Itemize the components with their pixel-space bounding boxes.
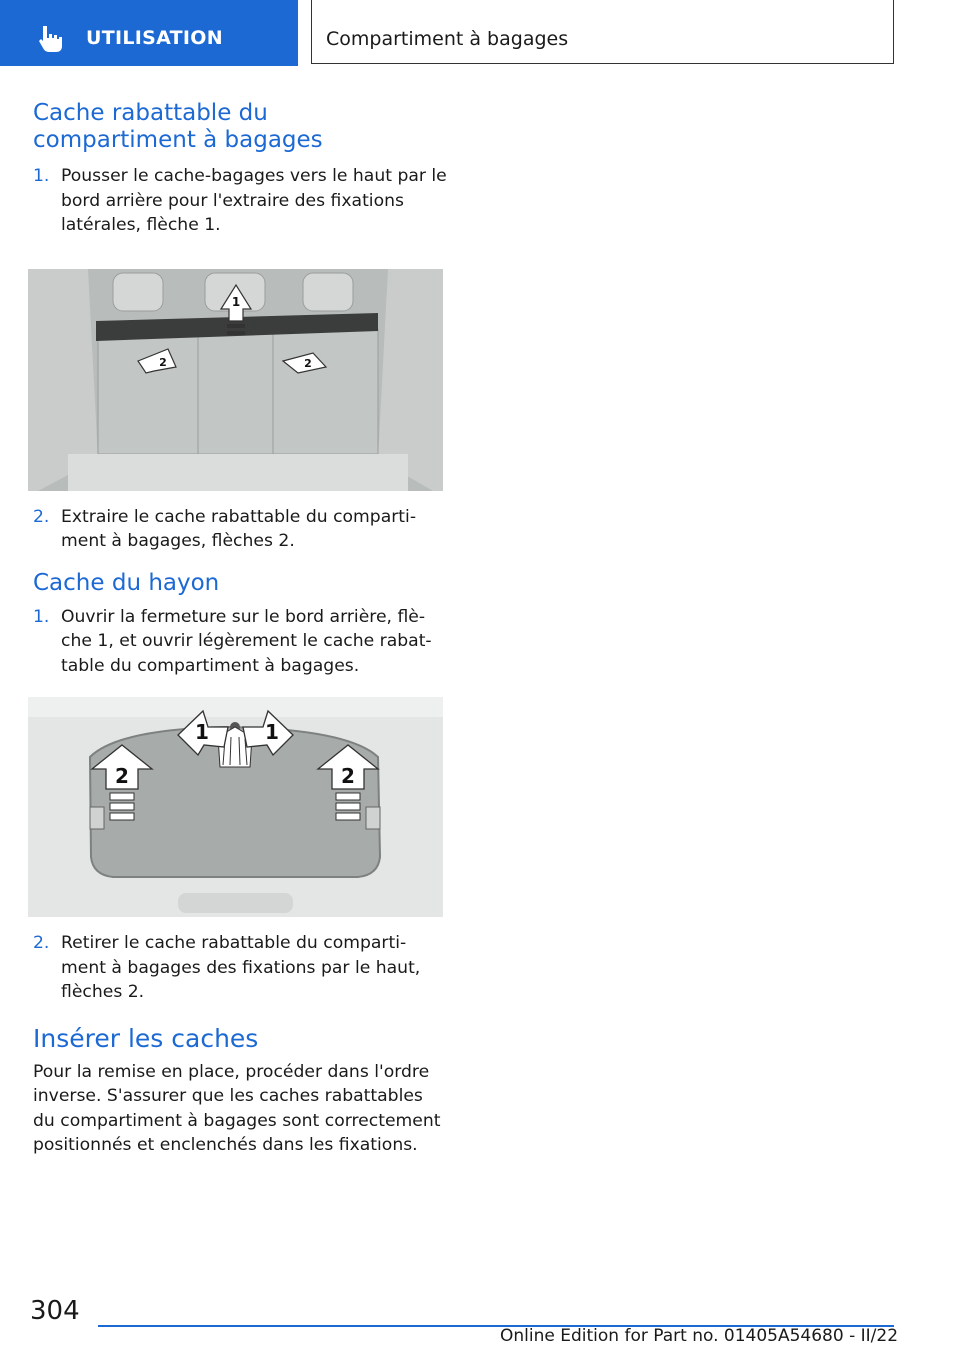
list-item — [33, 164, 448, 238]
arrow-label: 1 — [265, 720, 279, 744]
step-text: Retirer le cache rabattable du comparti‐ment à bagages des fixations par le haut, flèches 2. — [61, 933, 421, 1002]
step-number: 2. — [33, 506, 50, 527]
arrow-label: 1 — [231, 294, 241, 309]
figure-trunk-cover — [28, 269, 443, 491]
section-heading: Cache rabattable du compartiment à bagages — [33, 100, 323, 153]
step-list — [33, 931, 448, 1005]
figure-tailgate-cover — [28, 697, 443, 917]
step-text: Extraire le cache rabattable du comparti‐ment à bagages, flèches 2. — [61, 506, 417, 551]
section-heading: Cache du hayon — [33, 569, 220, 596]
step-number: 1. — [33, 166, 50, 186]
step-number: 2. — [33, 933, 50, 953]
step-list — [33, 605, 448, 679]
arrow-label: 2 — [159, 355, 167, 369]
step-text: Ouvrir la fermeture sur le bord arrière, flè‐che 1, et ouvrir légèrement le cache rabat‐table du compartiment à bagages. — [61, 606, 432, 676]
step-list — [33, 164, 448, 238]
section-tab — [0, 0, 298, 66]
breadcrumb — [311, 0, 894, 64]
step-text: Pousser le cache-bagages vers le haut par le bord arrière pour l'extraire des fixations latérales, flèche 1. — [61, 166, 447, 235]
section-label: UTILISATION — [86, 27, 223, 49]
step-number: 1. — [33, 606, 50, 627]
list-item — [33, 605, 448, 679]
arrow-label: 1 — [195, 720, 209, 744]
step-list — [33, 505, 448, 554]
arrow-label: 2 — [304, 356, 312, 370]
page-header — [0, 0, 960, 66]
main-content — [33, 100, 448, 1158]
section-heading: Insérer les caches — [33, 1023, 259, 1053]
arrow-label: 2 — [115, 764, 129, 788]
hand-pointer-icon — [34, 24, 68, 54]
list-item — [33, 505, 448, 554]
list-item — [33, 931, 448, 1005]
footer-edition: Online Edition for Part no. 01405A54680 - II/22 — [500, 1326, 899, 1346]
page-number: 304 — [30, 1296, 80, 1326]
breadcrumb-label: Compartiment à bagages — [326, 28, 569, 50]
body-paragraph: Pour la remise en place, procéder dans l'ordre inverse. S'assurer que les caches rabattables du compartiment à bagages sont correctement positionnés et enclenchés dans les fixations. — [33, 1061, 441, 1155]
arrow-label: 2 — [341, 764, 355, 788]
